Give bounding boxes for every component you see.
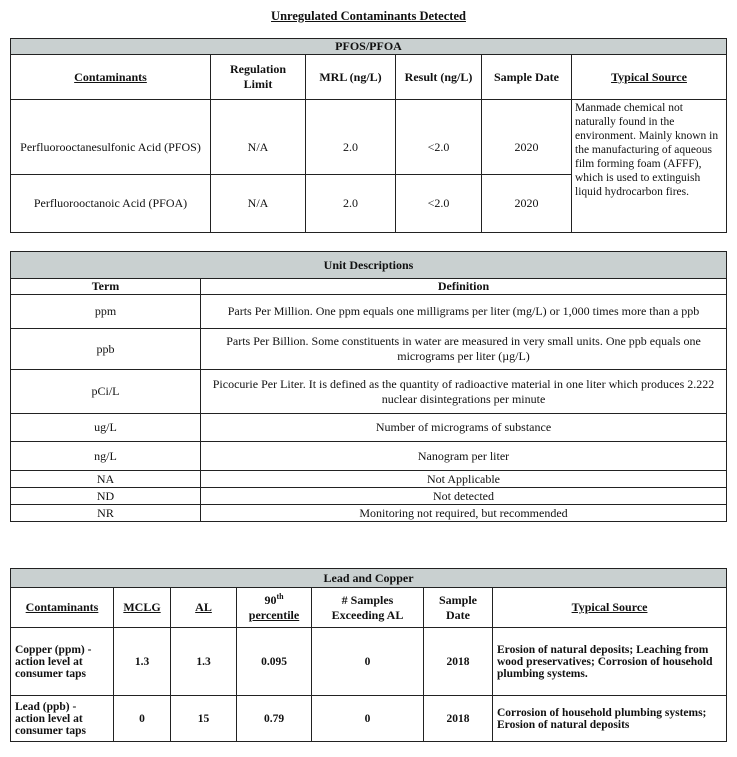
copper-samples: 0 xyxy=(312,628,424,696)
pfos-row-result: <2.0 xyxy=(396,100,482,175)
lead-header-sample-date: Sample Date xyxy=(424,588,493,628)
unit-term: ppm xyxy=(11,295,201,329)
pfoa-row-date: 2020 xyxy=(482,175,572,233)
copper-al: 1.3 xyxy=(171,628,237,696)
lead-al: 15 xyxy=(171,696,237,742)
copper-date: 2018 xyxy=(424,628,493,696)
pfos-header-mrl: MRL (ng/L) xyxy=(306,55,396,100)
units-header-term: Term xyxy=(11,279,201,295)
units-band-title: Unit Descriptions xyxy=(11,252,727,279)
lead-band-title: Lead and Copper xyxy=(11,569,727,588)
lead-mclg: 0 xyxy=(114,696,171,742)
unit-definition: Monitoring not required, but recommended xyxy=(201,505,727,522)
lead-source: Corrosion of household plumbing systems; Erosion of natural deposits xyxy=(493,696,727,742)
unit-definition: Not detected xyxy=(201,488,727,505)
pfos-row-contaminant: Perfluorooctanesulfonic Acid (PFOS) xyxy=(11,100,211,175)
copper-contaminant: Copper (ppm) - action level at consumer taps xyxy=(11,628,114,696)
copper-mclg: 1.3 xyxy=(114,628,171,696)
percentile-word: percentile xyxy=(248,608,300,622)
table-row xyxy=(11,696,727,742)
unit-descriptions-table xyxy=(10,251,727,522)
table-row xyxy=(11,471,727,488)
lead-copper-table xyxy=(10,568,727,742)
pfos-band-title: PFOS/PFOA xyxy=(11,39,727,55)
unit-definition: Not Applicable xyxy=(201,471,727,488)
unit-definition: Parts Per Million. One ppm equals one milligrams per liter (mg/L) or 1,000 times more than a ppb xyxy=(201,295,727,329)
pfos-row-date: 2020 xyxy=(482,100,572,175)
pfos-header-typical-source: Typical Source xyxy=(572,55,727,100)
pfoa-row-limit: N/A xyxy=(211,175,306,233)
pfoa-row-contaminant: Perfluorooctanoic Acid (PFOA) xyxy=(11,175,211,233)
pfos-pfoa-table xyxy=(10,38,727,233)
table-row xyxy=(11,370,727,414)
pfoa-row-mrl: 2.0 xyxy=(306,175,396,233)
unit-definition: Number of micrograms of substance xyxy=(201,414,727,442)
table-row xyxy=(11,329,727,370)
table-row xyxy=(11,414,727,442)
table-row xyxy=(11,488,727,505)
unit-definition: Nanogram per liter xyxy=(201,442,727,471)
pfos-header-sample-date: Sample Date xyxy=(482,55,572,100)
lead-contaminant: Lead (ppb) - action level at consumer taps xyxy=(11,696,114,742)
lead-header-contaminants: Contaminants xyxy=(11,588,114,628)
copper-source: Erosion of natural deposits; Leaching from wood preservatives; Corrosion of household plumbing systems. xyxy=(493,628,727,696)
pfos-row-limit: N/A xyxy=(211,100,306,175)
lead-header-samples-exceeding: # Samples Exceeding AL xyxy=(312,588,424,628)
percentile-number: 90 xyxy=(264,593,277,607)
lead-header-90th-percentile xyxy=(237,588,312,628)
unit-term: pCi/L xyxy=(11,370,201,414)
unit-term: ppb xyxy=(11,329,201,370)
lead-samples: 0 xyxy=(312,696,424,742)
table-row xyxy=(11,628,727,696)
lead-header-typical-source: Typical Source xyxy=(493,588,727,628)
unit-definition: Picocurie Per Liter. It is defined as the quantity of radioactive material in one liter which produces 2.222 nuclear disintegrations per minute xyxy=(201,370,727,414)
lead-date: 2018 xyxy=(424,696,493,742)
pfoa-row-result: <2.0 xyxy=(396,175,482,233)
table-row xyxy=(11,295,727,329)
table-row xyxy=(11,100,727,175)
percentile-suffix: th xyxy=(276,592,284,601)
unit-term: NR xyxy=(11,505,201,522)
document-title: Unregulated Contaminants Detected xyxy=(271,9,466,23)
pfos-header-regulation-limit: Regulation Limit xyxy=(211,55,306,100)
units-header-definition: Definition xyxy=(201,279,727,295)
lead-header-al: AL xyxy=(171,588,237,628)
unit-term: ND xyxy=(11,488,201,505)
lead-90th: 0.79 xyxy=(237,696,312,742)
table-row xyxy=(11,505,727,522)
pfos-header-contaminants: Contaminants xyxy=(11,55,211,100)
lead-header-mclg: MCLG xyxy=(114,588,171,628)
unit-term: ng/L xyxy=(11,442,201,471)
unit-term: ug/L xyxy=(11,414,201,442)
unit-term: NA xyxy=(11,471,201,488)
pfos-header-result: Result (ng/L) xyxy=(396,55,482,100)
pfos-row-mrl: 2.0 xyxy=(306,100,396,175)
unit-definition: Parts Per Billion. Some constituents in water are measured in very small units. One ppb equals one micrograms per liter (µg/L) xyxy=(201,329,727,370)
pfos-typical-source: Manmade chemical not naturally found in the environment. Mainly known in the manufacturing of aqueous film forming foam (AFFF), which is used to extinguish liquid hydrocarbon fires. xyxy=(572,100,727,233)
copper-90th: 0.095 xyxy=(237,628,312,696)
table-row xyxy=(11,442,727,471)
